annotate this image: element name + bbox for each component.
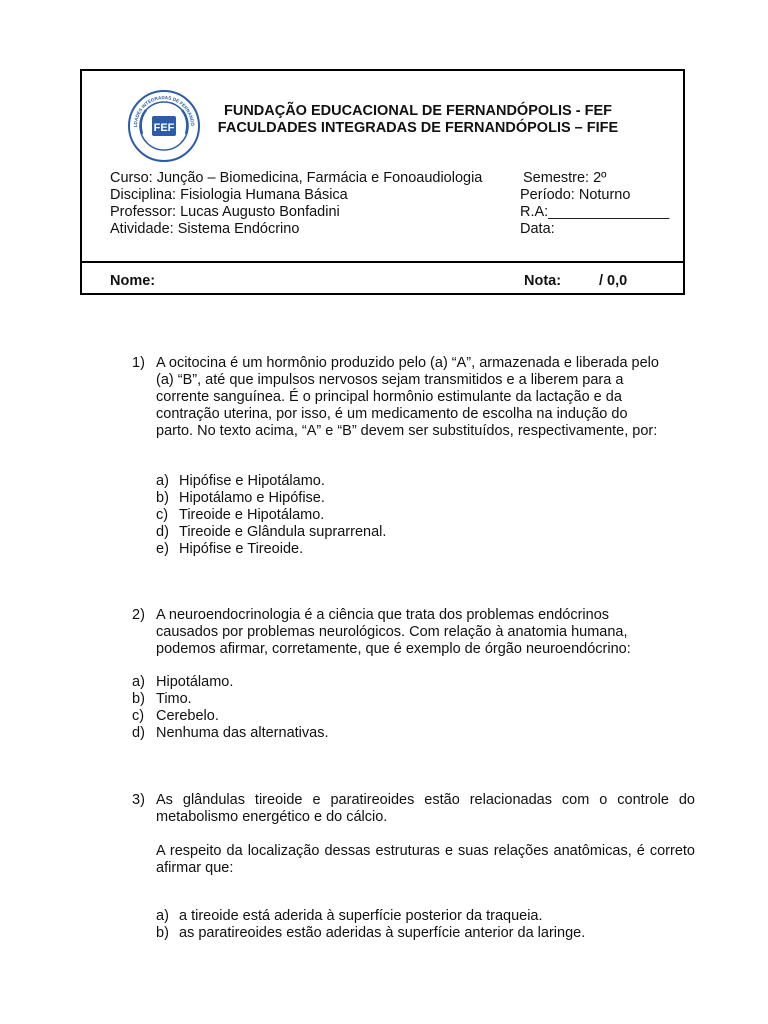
header-divider [82, 261, 683, 263]
option-c[interactable] [156, 507, 325, 524]
option-c[interactable] [132, 708, 219, 725]
logo-ring-text: LDADES INTEGRADAS DE FERNANDÓ [132, 94, 196, 128]
option-text: Hipotálamo. [156, 674, 234, 690]
option-e[interactable] [156, 541, 304, 558]
institution-name [208, 103, 628, 137]
question-number: 1) [132, 355, 145, 371]
question-text [156, 792, 695, 877]
date-field[interactable]: Data: [520, 221, 555, 237]
option-text: Timo. [156, 691, 192, 707]
question-line: podemos afirmar, corretamente, que é exemplo de órgão neuroendócrino: [156, 641, 631, 657]
option-text: Nenhuma das alternativas. [156, 725, 329, 741]
activity-label: Atividade: Sistema Endócrino [110, 221, 300, 237]
option-a[interactable] [156, 473, 325, 490]
question-1-options [156, 473, 387, 558]
option-text: Hipófise e Tireoide. [179, 541, 304, 557]
professor-label: Professor: Lucas Augusto Bonfadini [110, 204, 340, 220]
question-3 [132, 792, 695, 877]
institution-logo [128, 90, 200, 162]
question-3-options [156, 908, 586, 942]
option-a[interactable] [156, 908, 543, 925]
question-line: A neuroendocrinologia é a ciência que trata dos problemas endócrinos [156, 607, 610, 623]
option-b[interactable] [132, 691, 192, 708]
question-line: A ocitocina é um hormônio produzido pelo (a) “A”, armazenada e liberada pelo [156, 355, 659, 371]
option-text: Cerebelo. [156, 708, 219, 724]
option-letter: b) [156, 925, 169, 941]
question-1 [132, 355, 694, 440]
ra-field[interactable]: R.A:_______________ [520, 204, 670, 220]
grade-label: Nota: [524, 273, 562, 289]
option-letter: a) [156, 473, 169, 489]
period-label: Período: Noturno [520, 187, 631, 203]
option-b[interactable] [156, 925, 586, 942]
institution-line-2: FACULDADES INTEGRADAS DE FERNANDÓPOLIS – FIFE [217, 120, 619, 136]
option-text: as paratireoides estão aderidas à superfície anterior da laringe. [179, 925, 586, 941]
question-line: causados por problemas neurológicos. Com relação à anatomia humana, [156, 624, 628, 640]
question-line: contração uterina, por isso, é um medicamento de escolha na indução do [156, 406, 628, 422]
question-number: 2) [132, 607, 145, 623]
option-d[interactable] [132, 725, 329, 742]
question-paragraph: A respeito da localização dessas estruturas e suas relações anatômicas, é correto afirmar que: [156, 843, 695, 876]
option-letter: b) [156, 490, 169, 506]
grade-value: / 0,0 [599, 273, 628, 289]
option-d[interactable] [156, 524, 387, 541]
question-paragraph: As glândulas tireoide e paratireoides estão relacionadas com o controle do metabolismo energético e do cálcio. [156, 792, 695, 825]
question-line: corrente sanguínea. É o principal hormônio estimulante da lactação e da [156, 389, 622, 405]
option-text: Hipófise e Hipotálamo. [179, 473, 325, 489]
option-letter: d) [156, 524, 169, 540]
question-line: parto. No texto acima, “A” e “B” devem ser substituídos, respectivamente, por: [156, 423, 658, 439]
option-letter: c) [132, 708, 145, 724]
option-letter: e) [156, 541, 169, 557]
option-text: Tireoide e Hipotálamo. [179, 507, 325, 523]
question-2 [132, 607, 694, 658]
semester-label: Semestre: 2º [523, 170, 607, 186]
institution-line-1: FUNDAÇÃO EDUCACIONAL DE FERNANDÓPOLIS - FEF [223, 103, 612, 119]
question-text [156, 607, 694, 658]
option-letter: b) [132, 691, 145, 707]
option-a[interactable] [132, 674, 234, 691]
course-label: Curso: Junção – Biomedicina, Farmácia e Fonoaudiologia [110, 170, 483, 186]
logo-initials: FEF [153, 122, 175, 134]
option-letter: a) [156, 908, 169, 924]
option-letter: c) [156, 507, 169, 523]
option-text: Tireoide e Glândula suprarrenal. [179, 524, 387, 540]
question-2-options [132, 674, 329, 742]
question-line: (a) “B”, até que impulsos nervosos sejam transmitidos e a liberem para a [156, 372, 624, 388]
option-letter: d) [132, 725, 145, 741]
option-text: Hipotálamo e Hipófise. [179, 490, 325, 506]
question-number: 3) [132, 792, 145, 808]
header-box [80, 69, 685, 295]
option-letter: a) [132, 674, 145, 690]
name-field-label[interactable]: Nome: [110, 273, 156, 289]
question-text [156, 355, 694, 440]
option-b[interactable] [156, 490, 325, 507]
option-text: a tireoide está aderida à superfície posterior da traqueia. [179, 908, 543, 924]
discipline-label: Disciplina: Fisiologia Humana Básica [110, 187, 348, 203]
